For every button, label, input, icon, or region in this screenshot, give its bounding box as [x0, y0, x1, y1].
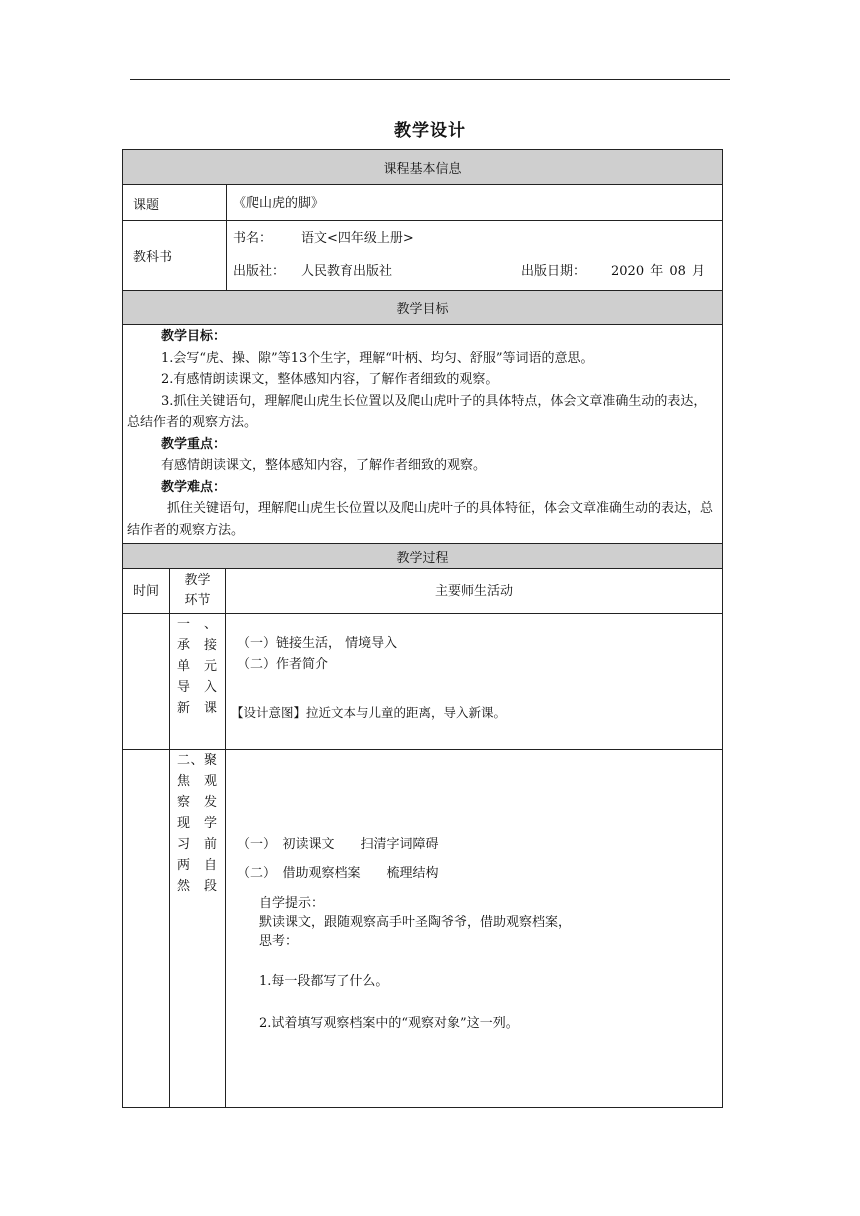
- stage-text: 二、聚: [177, 753, 217, 768]
- activity-item: （二）作者简介: [237, 657, 329, 672]
- time-column-divider: [169, 569, 170, 1107]
- goal-item: 2.有感情朗读课文，整体感知内容，了解作者细致的观察。: [161, 372, 499, 387]
- column-header-time: 时间: [132, 584, 159, 599]
- column-header-stage-line: 教学: [184, 573, 211, 588]
- topic-label: 课题: [133, 198, 160, 213]
- stage-column-divider: [225, 569, 226, 1107]
- publisher-value: 人民教育出版社: [301, 264, 393, 279]
- stage-text: 然段: [177, 879, 217, 894]
- stage-text: 单 元: [177, 659, 217, 674]
- book-name-value: 语文<四年级上册>: [301, 231, 414, 246]
- stage-text: 现学: [177, 816, 217, 831]
- header-rule: [130, 79, 730, 80]
- publisher-label: 出版社：: [233, 264, 286, 279]
- stage-cell-2: [177, 750, 217, 897]
- question-item: 2.试着填写观察档案中的“观察对象”这一列。: [259, 1016, 519, 1031]
- design-intent: 【设计意图】拉近文本与儿童的距离，导入新课。: [231, 705, 507, 720]
- goal-item: 1.会写“虎、操、隙”等13个生字，理解“叶柄、均匀、舒服”等词语的意思。: [161, 350, 594, 366]
- difficulties-heading: 教学难点：: [161, 479, 227, 495]
- activity-item: （一）链接生活， 情境导入: [237, 636, 398, 651]
- process-header: 教学过程: [123, 544, 722, 569]
- basic-info-header: 课程基本信息: [123, 150, 722, 185]
- label-column-divider: [226, 185, 227, 291]
- stage-text: 导 入: [177, 680, 217, 695]
- stage-text: 焦观: [177, 774, 217, 789]
- question-item: 1.每一段都写了什么。: [259, 974, 389, 989]
- book-name-label: 书名：: [233, 231, 273, 246]
- stage-text: 察发: [177, 795, 217, 810]
- column-header-stage: [170, 571, 225, 611]
- difficulties-text: 抓住关键语句，理解爬山虎生长位置以及爬山虎叶子的具体特征，体会文章准确生动的表达，总结作者的观察方法。: [127, 501, 714, 538]
- stage-text: 两自: [177, 858, 217, 873]
- stage-text: 习前: [177, 837, 217, 852]
- lesson-plan-table: [122, 149, 723, 1108]
- column-header-activity: 主要师生活动: [434, 584, 513, 599]
- pub-date-value: 2020 年 08 月: [611, 264, 706, 279]
- activity-item: （二） 借助观察档案 梳理结构: [237, 866, 439, 881]
- activity-item: （一） 初读课文 扫清字词障碍: [237, 837, 439, 852]
- topic-value: 《爬山虎的脚》: [233, 196, 325, 211]
- document-title: 教学设计: [394, 121, 466, 141]
- self-study-hint-line: 思考：: [259, 934, 299, 949]
- column-header-stage-line: 环节: [184, 593, 211, 608]
- stage-text: 新课: [177, 701, 217, 716]
- self-study-hint-line: 默读课文，跟随观察高手叶圣陶爷爷，借助观察档案，: [259, 915, 572, 930]
- textbook-label: 教科书: [133, 250, 173, 265]
- key-points-text: 有感情朗读课文，整体感知内容，了解作者细致的观察。: [161, 458, 487, 473]
- row-divider: [123, 220, 722, 221]
- key-points-heading: 教学重点：: [161, 436, 227, 452]
- objectives-header: 教学目标: [123, 291, 722, 325]
- stage-text: 承 接: [177, 638, 217, 653]
- goal-item: 3.抓住关键语句，理解爬山虎生长位置以及爬山虎叶子的具体特点，体会文章准确生动的表达，总结作者的观察方法。: [127, 393, 707, 430]
- stage-text: 一、: [177, 617, 217, 632]
- pub-date-label: 出版日期：: [521, 264, 587, 279]
- self-study-hint-title: 自学提示：: [259, 896, 325, 911]
- objectives-body: [127, 326, 715, 541]
- goals-heading: 教学目标：: [161, 329, 227, 344]
- stage-cell-1: [177, 614, 217, 719]
